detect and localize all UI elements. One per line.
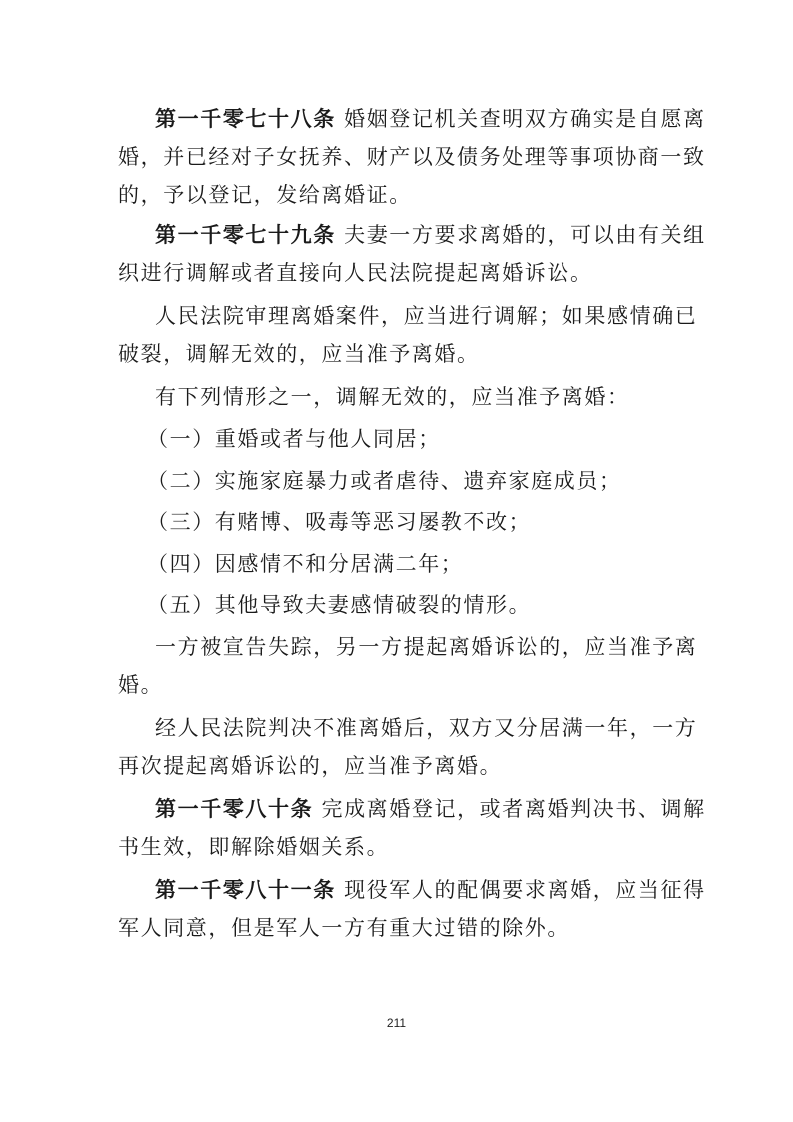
article-1079 (0, 216, 706, 292)
page-number: 211 (386, 1016, 407, 1030)
paragraph-line (0, 790, 706, 828)
paragraph-line: 军人同意，但是军人一方有重大过错的除外。 (118, 916, 570, 940)
paragraph-line: 织进行调解或者直接向人民法院提起离婚诉讼。 (118, 261, 593, 285)
list-item (0, 586, 531, 624)
paragraph (0, 628, 697, 704)
paragraph-line: 有下列情形之一，调解无效的，应当准予离婚： (155, 385, 630, 409)
paragraph-line: 婚。 (118, 673, 164, 697)
article-number: 第一千零七十八条 (155, 107, 336, 131)
paragraph-line (0, 871, 706, 909)
article-1081 (0, 871, 706, 947)
paragraph-line: 书生效，即解除婚姻关系。 (118, 835, 390, 859)
article-number: 第一千零七十九条 (155, 223, 336, 247)
paragraph-line (0, 100, 706, 138)
paragraph-line (0, 216, 706, 254)
paragraph-line: 人民法院审理离婚案件，应当进行调解；如果感情确已 (155, 304, 698, 328)
paragraph-line: 经人民法院判决不准离婚后，双方又分居满一年，一方 (155, 716, 698, 740)
paragraph-line: 再次提起离婚诉讼的，应当准予离婚。 (118, 754, 503, 778)
list-item (0, 545, 463, 583)
article-number: 第一千零八十条 (155, 797, 314, 821)
paragraph-text: 现役军人的配偶要求离婚，应当征得 (344, 878, 706, 902)
list-item (0, 462, 622, 500)
paragraph-line: （五）其他导致夫妻感情破裂的情形。 (147, 593, 532, 617)
paragraph (0, 297, 697, 373)
paragraph-line: （一）重婚或者与他人同居； (147, 427, 441, 451)
paragraph-line: （二）实施家庭暴力或者虐待、遗弃家庭成员； (147, 469, 622, 493)
paragraph (0, 709, 697, 785)
paragraph-line: （四）因感情不和分居满二年； (147, 552, 464, 576)
article-number: 第一千零八十一条 (155, 878, 336, 902)
paragraph-line: 婚，并已经对子女抚养、财产以及债务处理等事项协商一致 (118, 145, 706, 169)
paragraph-line: （三）有赌博、吸毒等恶习屡教不改； (147, 510, 532, 534)
article-1080 (0, 790, 706, 866)
paragraph-line: 的，予以登记，发给离婚证。 (118, 183, 412, 207)
paragraph-line: 一方被宣告失踪，另一方提起离婚诉讼的，应当准予离 (155, 635, 698, 659)
paragraph (0, 378, 630, 416)
paragraph-line: 破裂，调解无效的，应当准予离婚。 (118, 342, 480, 366)
paragraph-text: 夫妻一方要求离婚的，可以由有关组 (344, 223, 706, 247)
paragraph-text: 婚姻登记机关查明双方确实是自愿离 (344, 107, 706, 131)
list-item (0, 420, 441, 458)
article-1078 (0, 100, 706, 214)
paragraph-text: 完成离婚登记，或者离婚判决书、调解 (321, 797, 706, 821)
list-item (0, 503, 531, 541)
